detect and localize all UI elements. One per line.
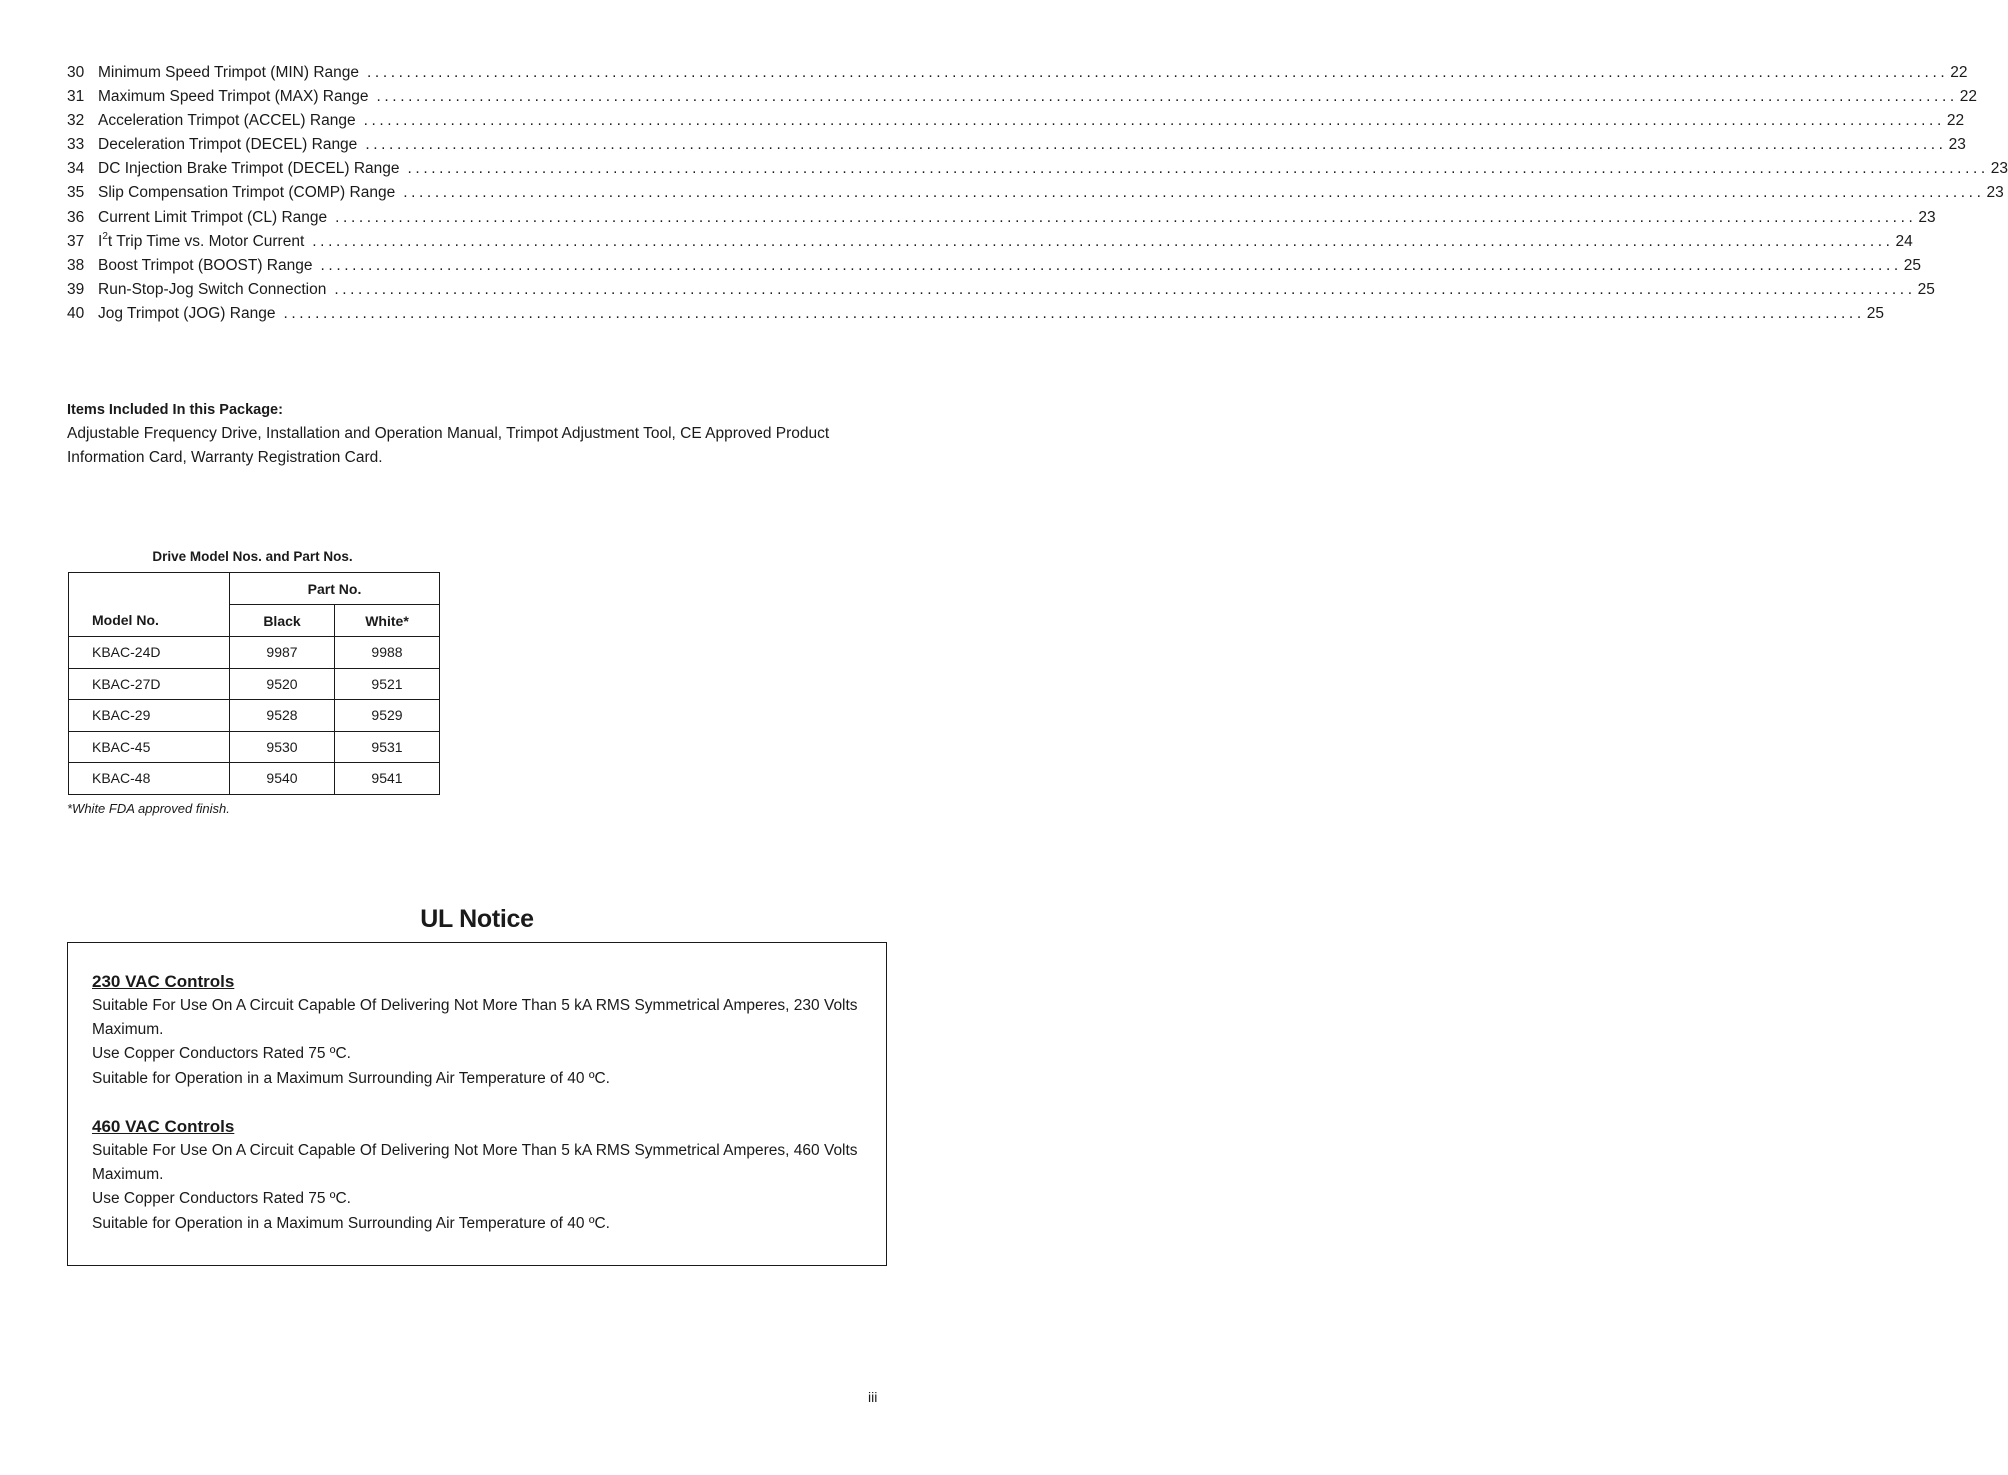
toc-leader-dots: ........................................................................................................................................................................................................ [363, 112, 1945, 130]
toc-title: Maximum Speed Trimpot (MAX) Range [98, 88, 369, 106]
toc-title: Acceleration Trimpot (ACCEL) Range [98, 112, 356, 130]
toc-title: DC Injection Brake Trimpot (DECEL) Range [98, 160, 400, 178]
ul-section-line: Suitable For Use On A Circuit Capable Of Delivering Not More Than 5 kA RMS Symmetrical Amperes, 460 Volts Maximum. [92, 1142, 858, 1184]
table-of-contents-list [67, 61, 2008, 326]
toc-leader-dots: ........................................................................................................................................................................................................ [283, 304, 1865, 322]
toc-leader-dots: ........................................................................................................................................................................................................ [376, 88, 1958, 106]
toc-row[interactable] [67, 230, 1913, 254]
toc-row[interactable] [67, 181, 2004, 205]
toc-number: 34 [67, 160, 85, 178]
toc-title: Boost Trimpot (BOOST) Range [98, 256, 313, 274]
toc-title-superscript: 2 [102, 230, 108, 242]
toc-title: Deceleration Trimpot (DECEL) Range [98, 136, 358, 154]
model-cell: KBAC-24D [69, 637, 230, 669]
black-part-cell: 9528 [230, 700, 335, 732]
items-included-section [67, 398, 897, 471]
toc-row[interactable] [67, 206, 1936, 230]
toc-page-number: 22 [1959, 88, 1978, 106]
model-no-column-header: Model No. [69, 605, 230, 637]
toc-leader-dots: ........................................................................................................................................................................................................ [335, 208, 1917, 226]
toc-page-number: 22 [1950, 64, 1968, 81]
ul-section-230vac [92, 970, 882, 1091]
toc-title: Minimum Speed Trimpot (MIN) Range [98, 64, 359, 81]
toc-page-number: 25 [1917, 280, 1935, 298]
toc-row[interactable] [67, 61, 1968, 85]
toc-number: 35 [67, 184, 85, 202]
toc-page-number: 23 [1948, 136, 1966, 154]
toc-leader-dots: ........................................................................................................................................................................................................ [365, 136, 1947, 154]
white-part-cell: 9531 [335, 731, 440, 763]
models-table-corner-cell [69, 573, 230, 605]
toc-number: 39 [67, 280, 85, 298]
toc-leader-dots: ........................................................................................................................................................................................................ [334, 280, 1916, 298]
ul-section-460vac [92, 1115, 882, 1236]
toc-number: 30 [67, 64, 85, 81]
items-included-heading: Items Included In this Package: [67, 402, 283, 418]
toc-page-number: 23 [1918, 208, 1936, 226]
toc-leader-dots: ........................................................................................................................................................................................................ [320, 256, 1902, 274]
toc-page-number: 22 [1946, 112, 1965, 130]
black-part-cell: 9987 [230, 637, 335, 669]
toc-title: Jog Trimpot (JOG) Range [98, 304, 276, 322]
toc-title-suffix: t Trip Time vs. Motor Current [107, 232, 305, 250]
ul-section-heading: 230 VAC Controls [92, 972, 235, 991]
ul-section-heading: 460 VAC Controls [92, 1117, 235, 1136]
toc-page-number: 24 [1895, 232, 1913, 250]
model-cell: KBAC-48 [69, 763, 230, 795]
white-part-cell: 9521 [335, 668, 440, 700]
toc-leader-dots: ........................................................................................................................................................................................................ [312, 232, 1894, 250]
toc-number: 38 [67, 256, 85, 274]
table-footnote: *White FDA approved finish. [67, 801, 230, 816]
models-table [68, 572, 440, 795]
black-part-cell: 9520 [230, 668, 335, 700]
toc-row[interactable] [67, 254, 1922, 278]
ul-section-line: Use Copper Conductors Rated 75 ºC. [92, 1045, 351, 1063]
black-column-header: Black [230, 605, 335, 637]
toc-number: 36 [67, 208, 85, 226]
model-cell: KBAC-29 [69, 700, 230, 732]
toc-title-prefix: I [98, 232, 103, 250]
toc-row[interactable] [67, 157, 2008, 181]
table-row [69, 731, 440, 763]
ul-section-line: Suitable For Use On A Circuit Capable Of Delivering Not More Than 5 kA RMS Symmetrical Amperes, 230 Volts Maximum. [92, 997, 858, 1039]
toc-number: 32 [67, 112, 85, 130]
toc-row[interactable] [67, 109, 1965, 133]
white-part-cell: 9988 [335, 637, 440, 669]
page-number: iii [868, 1389, 878, 1405]
toc-row[interactable] [67, 278, 1935, 302]
model-cell: KBAC-27D [69, 668, 230, 700]
toc-title: Run-Stop-Jog Switch Connection [98, 280, 327, 298]
black-part-cell: 9530 [230, 731, 335, 763]
part-no-group-header: Part No. [230, 573, 440, 605]
items-included-text: Adjustable Frequency Drive, Installation and Operation Manual, Trimpot Adjustment Tool, CE Approved Product Information Card, Warranty Registration Card. [67, 425, 830, 467]
ul-notice-box [67, 942, 887, 1266]
white-part-cell: 9529 [335, 700, 440, 732]
toc-leader-dots: ........................................................................................................................................................................................................ [367, 64, 1949, 81]
toc-row[interactable] [67, 133, 1966, 157]
black-part-cell: 9540 [230, 763, 335, 795]
toc-page-number: 25 [1903, 256, 1922, 274]
models-table-caption: Drive Model Nos. and Part Nos. [152, 549, 353, 564]
toc-number: 33 [67, 136, 85, 154]
toc-leader-dots: ........................................................................................................................................................................................................ [403, 184, 1985, 202]
ul-section-line: Suitable for Operation in a Maximum Surrounding Air Temperature of 40 ºC. [92, 1069, 610, 1087]
toc-title [98, 230, 312, 254]
toc-page-number: 23 [1990, 160, 2008, 178]
toc-page-number: 25 [1866, 304, 1884, 322]
toc-row[interactable] [67, 85, 1978, 109]
table-row [69, 668, 440, 700]
model-cell: KBAC-45 [69, 731, 230, 763]
white-column-header: White* [335, 605, 440, 637]
toc-leader-dots: ........................................................................................................................................................................................................ [407, 160, 1989, 178]
toc-page-number: 23 [1986, 184, 2004, 202]
toc-row[interactable] [67, 302, 1884, 326]
table-row [69, 637, 440, 669]
table-row [69, 763, 440, 795]
toc-title: Slip Compensation Trimpot (COMP) Range [98, 184, 396, 202]
ul-section-line: Suitable for Operation in a Maximum Surrounding Air Temperature of 40 ºC. [92, 1214, 610, 1232]
toc-title: Current Limit Trimpot (CL) Range [98, 208, 328, 226]
white-part-cell: 9541 [335, 763, 440, 795]
table-row [69, 700, 440, 732]
ul-notice-title: UL Notice [420, 905, 534, 933]
toc-number: 37 [67, 232, 85, 250]
ul-section-line: Use Copper Conductors Rated 75 ºC. [92, 1190, 351, 1208]
toc-number: 40 [67, 304, 85, 322]
toc-number: 31 [67, 88, 85, 106]
